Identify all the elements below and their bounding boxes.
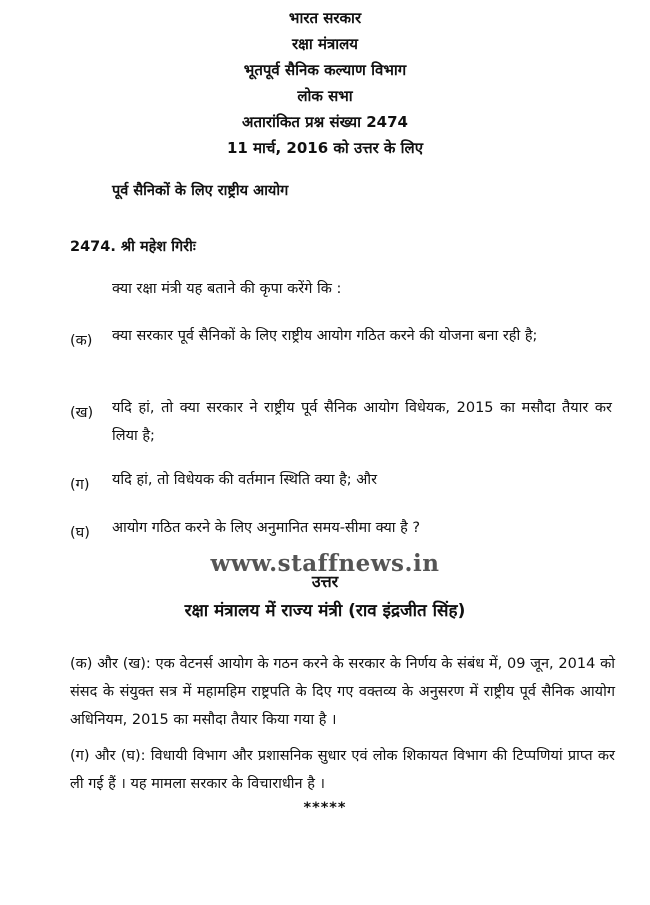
question-label: (ख) [70, 405, 94, 421]
subject-line: पूर्व सैनिकों के लिए राष्ट्रीय आयोग [112, 183, 289, 199]
header-house: लोक सभा [297, 87, 353, 105]
question-text: आयोग गठित करने के लिए अनुमानित समय-सीमा क्या है ? [112, 520, 421, 536]
question-text: यदि हां, तो क्या सरकार ने राष्ट्रीय पूर्व सैनिक आयोग विधेयक, 2015 का मसौदा तैयार कर लिया है; [112, 400, 612, 444]
header-ministry: रक्षा मंत्रालय [291, 35, 358, 53]
question-label: (क) [70, 333, 93, 349]
watermark-text: www.staffnews.in [210, 550, 440, 577]
question-label: (ग) [70, 477, 90, 493]
question-label: (घ) [70, 525, 90, 541]
question-text: क्या सरकार पूर्व सैनिकों के लिए राष्ट्रीय आयोग गठित करने की योजना बना रही है; [112, 328, 538, 344]
minister-name: रक्षा मंत्रालय में राज्य मंत्री (राव इंद्रजीत सिंह) [184, 601, 466, 621]
header-govt: भारत सरकार [288, 9, 362, 27]
question-text: यदि हां, तो विधेयक की वर्तमान स्थिति क्या है; और [112, 472, 378, 488]
end-mark: ***** [303, 800, 347, 816]
answer-heading: उत्तर [311, 572, 339, 591]
header-answer-date: 11 मार्च, 2016 को उत्तर के लिए [226, 139, 424, 157]
question-number-member: 2474. श्री महेश गिरीः [70, 239, 196, 255]
header-question-type: अतारांकित प्रश्न संख्या 2474 [242, 113, 408, 131]
answer-para-ka-kha: (क) और (ख): एक वेटनर्स आयोग के गठन करने के सरकार के निर्णय के संबंध में, 09 जून, 2014 को संसद के संयुक्त सत्र में महामहिम राष्ट्रपति के दिए गए वक्तव्य के अनुसरण में राष्ट्रीय पूर्व सैनिक आयोग अधिनियम, 2015 का मसौदा तैयार किया गया है । [70, 656, 615, 728]
header-department: भूतपूर्व सैनिक कल्याण विभाग [243, 61, 407, 79]
question-intro: क्या रक्षा मंत्री यह बताने की कृपा करेंगे कि : [112, 281, 342, 297]
answer-para-ga-gha: (ग) और (घ): विधायी विभाग और प्रशासनिक सुधार एवं लोक शिकायत विभाग की टिप्पणियां प्राप्त कर ली गई हैं । यह मामला सरकार के विचाराधीन है । [70, 748, 615, 792]
